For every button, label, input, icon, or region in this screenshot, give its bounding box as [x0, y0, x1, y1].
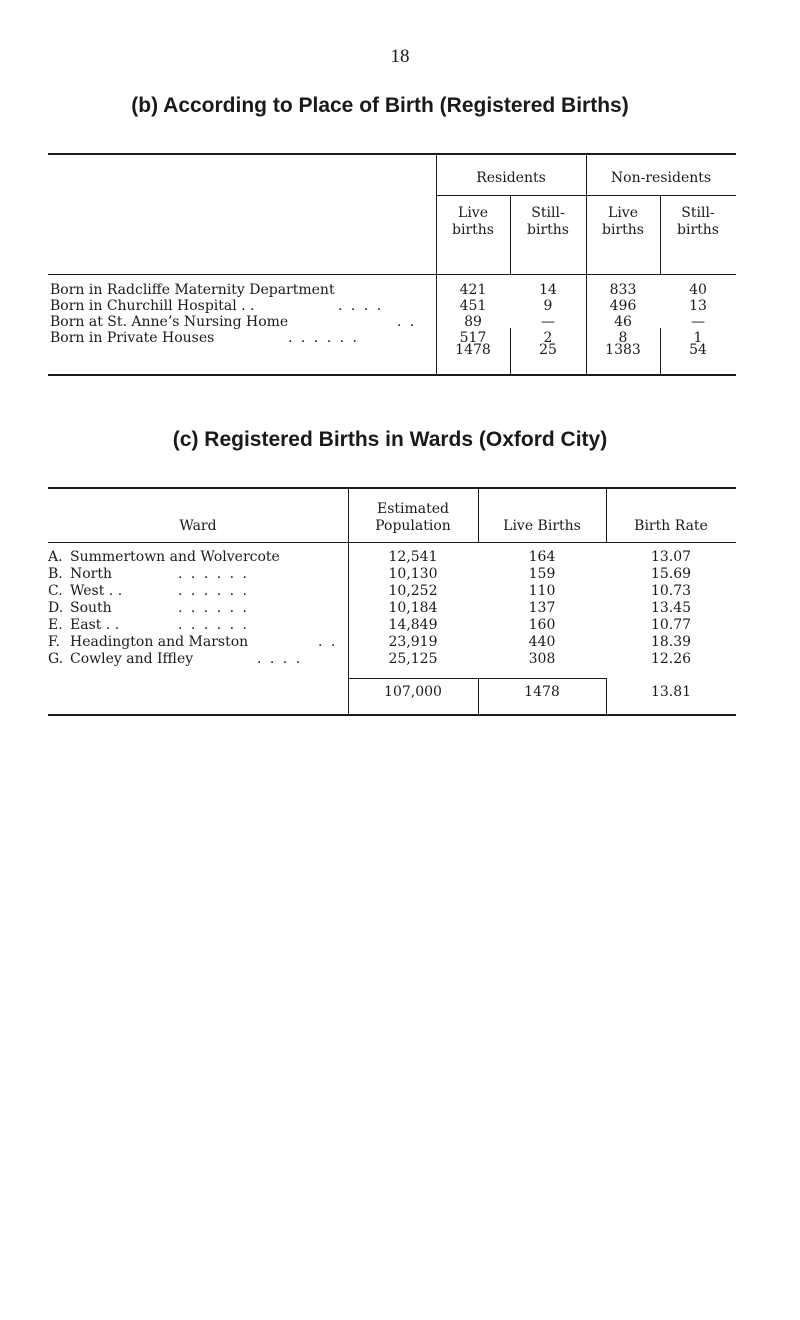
- row-letter: A.: [48, 549, 63, 565]
- cell-population: 14,849: [388, 617, 438, 633]
- cell-value: 13: [689, 298, 707, 314]
- row-label: Summertown and Wolvercote: [70, 549, 280, 565]
- dot-leader: . . . . . .: [178, 566, 249, 582]
- cell-population: 12,541: [388, 549, 438, 565]
- cell-value: —: [691, 314, 705, 330]
- header-line: Population: [375, 518, 451, 534]
- dot-leader: . . . . . .: [178, 617, 249, 633]
- table-b-top-rule: [48, 153, 736, 155]
- subheader-line: Live: [608, 205, 638, 221]
- cell-value: 451: [459, 298, 487, 314]
- dot-leader: . . . . . .: [178, 583, 249, 599]
- total-live-births: 1478: [524, 684, 560, 700]
- cell-live-births: 110: [528, 583, 556, 599]
- cell-value: 496: [609, 298, 637, 314]
- cell-live-births: 137: [528, 600, 556, 616]
- cell-population: 25,125: [388, 651, 438, 667]
- row-label: Born in Radcliffe Maternity Department: [50, 282, 335, 298]
- row-label: Headington and Marston: [70, 634, 249, 650]
- subheader-line: births: [602, 222, 644, 238]
- cell-value: —: [541, 314, 555, 330]
- table-c-total-rule: [348, 678, 606, 679]
- cell-population: 10,184: [388, 600, 438, 616]
- header-live-births: Live Births: [503, 518, 581, 534]
- cell-birth-rate: 18.39: [650, 634, 692, 650]
- header-line: Estimated: [376, 501, 449, 517]
- subheader-live-births: [586, 205, 660, 239]
- page-number: 18: [390, 46, 410, 67]
- row-label: West . .: [70, 583, 123, 599]
- header-birth-rate: Birth Rate: [634, 518, 708, 534]
- cell-value: 8: [618, 330, 628, 346]
- subheader-line: births: [527, 222, 569, 238]
- cell-value: 421: [459, 282, 487, 298]
- cell-birth-rate: 15.69: [650, 566, 692, 582]
- table-b-header-rule: [48, 274, 736, 275]
- cell-value: 89: [464, 314, 482, 330]
- row-letter: E.: [48, 617, 63, 633]
- subheader-line: births: [452, 222, 494, 238]
- subheader-still-births: [510, 205, 586, 239]
- group-header-non-residents: Non-residents: [610, 170, 712, 186]
- cell-value: 40: [689, 282, 707, 298]
- cell-value: 1: [693, 330, 703, 346]
- cell-live-births: 308: [528, 651, 556, 667]
- cell-value: 2: [543, 330, 553, 346]
- total-value: 54: [689, 342, 707, 358]
- cell-birth-rate: 10.73: [650, 583, 692, 599]
- cell-population: 10,130: [388, 566, 438, 582]
- row-label: South: [70, 600, 112, 616]
- cell-population: 10,252: [388, 583, 438, 599]
- dot-leader: . . . . . .: [178, 600, 249, 616]
- row-letter: B.: [48, 566, 63, 582]
- row-letter: D.: [48, 600, 64, 616]
- cell-value: 517: [459, 330, 487, 346]
- table-c-bottom-rule: [48, 714, 736, 716]
- cell-live-births: 440: [528, 634, 556, 650]
- table-c-title: (c) Registered Births in Wards (Oxford City): [172, 428, 608, 451]
- table-b-title: (b) According to Place of Birth (Registered Births): [131, 94, 629, 117]
- subheader-line: births: [677, 222, 719, 238]
- cell-birth-rate: 12.26: [650, 651, 692, 667]
- row-label: Born at St. Anne’s Nursing Home: [50, 314, 289, 330]
- group-header-residents: Residents: [476, 170, 546, 186]
- row-letter: F.: [48, 634, 60, 650]
- row-letter: C.: [48, 583, 63, 599]
- subheader-line: Still-: [681, 205, 715, 221]
- cell-birth-rate: 10.77: [650, 617, 692, 633]
- table-b-bottom-rule: [48, 374, 736, 376]
- cell-live-births: 159: [528, 566, 556, 582]
- subheader-line: Still-: [531, 205, 565, 221]
- table-c-header-rule: [48, 542, 736, 543]
- cell-population: 23,919: [388, 634, 438, 650]
- dot-leader: . .: [318, 634, 338, 650]
- cell-value: 833: [609, 282, 637, 298]
- dot-leader: . .: [397, 314, 417, 330]
- subheader-line: Live: [458, 205, 488, 221]
- cell-birth-rate: 13.45: [650, 600, 692, 616]
- cell-birth-rate: 13.07: [650, 549, 692, 565]
- dot-leader: . . . . . .: [288, 330, 359, 346]
- subheader-live-births: [436, 205, 510, 239]
- cell-value: 9: [543, 298, 553, 314]
- subheader-still-births: [660, 205, 736, 239]
- total-birth-rate: 13.81: [650, 684, 692, 700]
- cell-live-births: 160: [528, 617, 556, 633]
- row-label: East . .: [70, 617, 120, 633]
- header-ward: Ward: [179, 518, 217, 534]
- table-c-top-rule: [48, 487, 736, 489]
- total-value: 1478: [455, 342, 491, 358]
- total-value: 25: [539, 342, 557, 358]
- row-label: North: [70, 566, 113, 582]
- cell-live-births: 164: [528, 549, 556, 565]
- row-label: Born in Churchill Hospital . .: [50, 298, 255, 314]
- dot-leader: . . . .: [338, 298, 384, 314]
- total-population: 107,000: [384, 684, 442, 700]
- header-population: [348, 501, 478, 535]
- dot-leader: . . . .: [257, 651, 303, 667]
- cell-value: 46: [614, 314, 632, 330]
- total-value: 1383: [605, 342, 641, 358]
- cell-value: 14: [539, 282, 557, 298]
- row-label: Born in Private Houses: [50, 330, 215, 346]
- row-letter: G.: [48, 651, 64, 667]
- row-label: Cowley and Iffley: [70, 651, 194, 667]
